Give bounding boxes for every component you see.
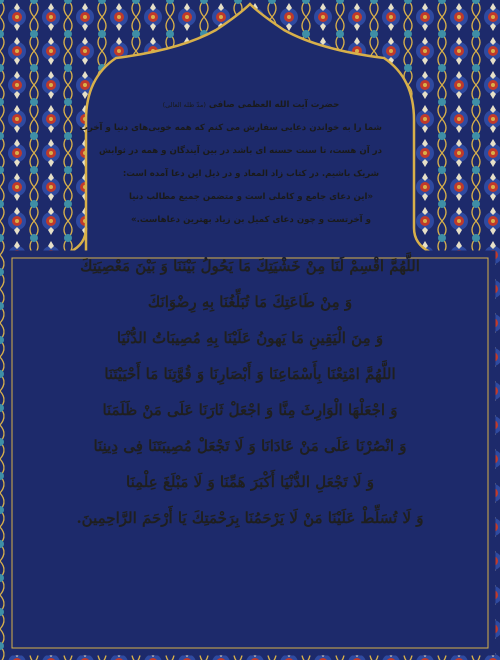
introduction-text [79,94,382,232]
intro-line: شریک باشیم. در کتاب زاد المعاد و در ذیل این دعا آمده است: [122,169,380,179]
prayer-line: وَ انْصُرْنَا عَلَى مَنْ عَادَانَا وَ لَا تَجْعَلْ مُصِيبَتَنَا فِی دِينِنَا [93,437,407,455]
prayer-line: وَ مِنْ طَاعَتِكَ مَا تُبَلِّغُنَا بِهِ رِضْوَانَكَ [147,293,353,311]
prayer-text [24,248,476,536]
prayer-line: وَ اجْعَلْهَا الْوَارِثَ مِنَّا وَ اجْعَلْ ثَارَنَا عَلَى مَنْ ظَلَمَنَا [102,401,398,419]
prayer-line: وَ مِنَ الْيَقِينِ مَا يَهونُ عَلَيْنَا بِهِ مُصِيبَاتُ الدُّنْيَا [116,329,384,347]
prayer-line: وَ لَا تَجْعَلِ الدُّنْيَا أَكْبَرَ هَمِّنَا وَ لَا مَبْلَغَ عِلْمِنَا [126,473,374,491]
author-honorific: (مدّ ظله العالی) [162,101,206,109]
intro-line: و آخرتست و چون دعای کمیل بن زیاد بهترین دعاهاست.» [131,215,371,225]
author-line [120,94,382,117]
intro-line: «این دعای جامع و کاملی است و متضمن جمیع مطالب دنیا [128,192,374,202]
prayer-line: اللَّهُمَّ امْتِعْنَا بِأَسْمَاعِنَا وَ أَبْصَارِنَا وَ قُوَّتِنَا مَا أَحْيَيْتَنَا [104,365,396,383]
author-name: حضرت آیت الله العظمی صافی [208,100,340,110]
prayer-line: اللَّهُمَّ اقْسِمْ لَنَا مِنْ خَشْيَتِكَ مَا يَحُولُ بَيْنَنَا وَ بَيْنَ مَعْصِيَتِكَ [80,257,420,275]
intro-line: شما را به خواندن دعایی سفارش می کنم که همه خوبی‌های دنیا و آخرت [79,123,382,133]
intro-line: در آن هست، تا سنت حسنه ای باشد در بین آیندگان و همه در ثوابش [98,146,382,156]
prayer-line: وَ لَا تُسَلِّطْ عَلَيْنَا مَنْ لَا يَرْحَمُنَا بِرَحْمَتِكَ يَا أَرْحَمَ الرَّاحِمِينَ. [76,509,424,527]
